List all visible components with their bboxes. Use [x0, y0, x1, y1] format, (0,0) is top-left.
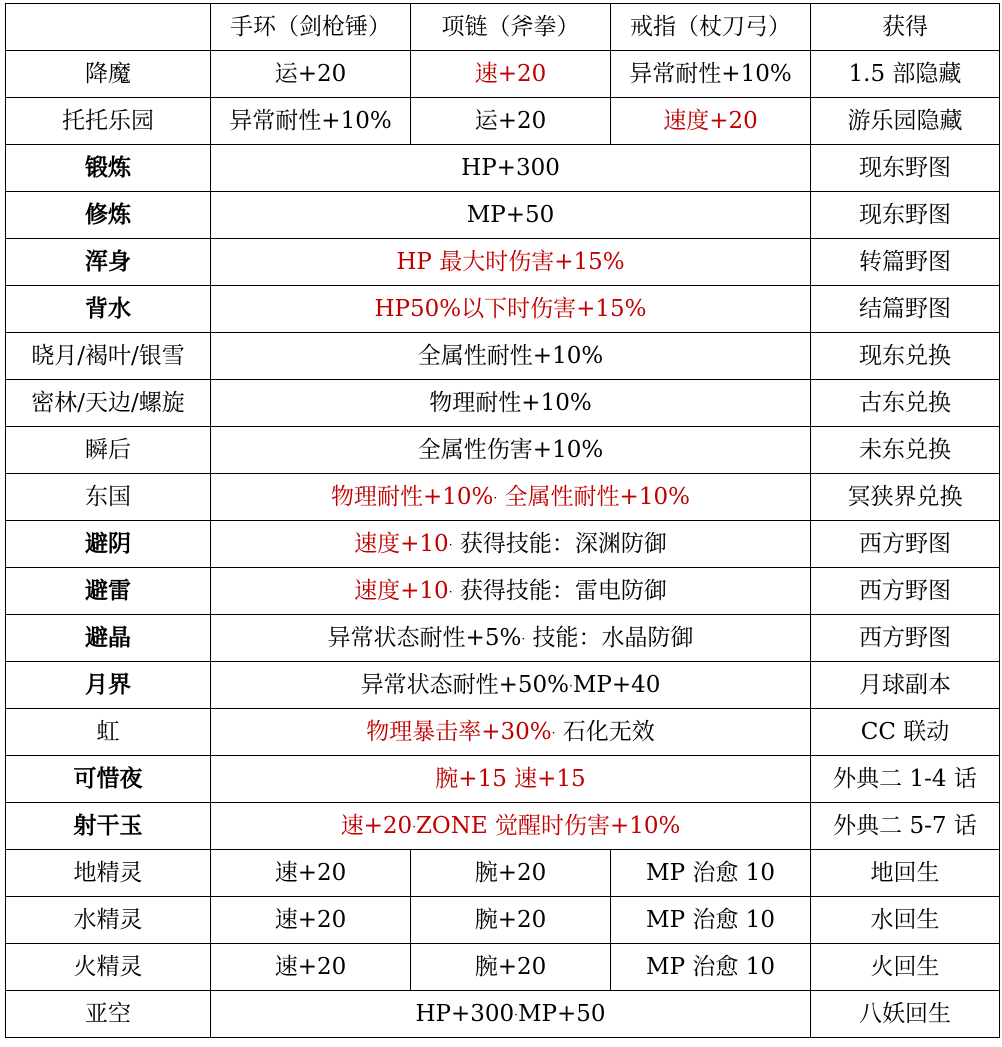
- row-source-cell: 1.5 部隐藏: [811, 51, 1000, 98]
- effect-text: 速度+10: [354, 530, 449, 557]
- header-row: [6, 4, 1000, 51]
- effect-cell-bracelet: [211, 897, 411, 944]
- row-name-cell: 避雷: [6, 568, 211, 615]
- effect-cell-merged: [211, 286, 811, 333]
- effect-cell-ring: [611, 98, 811, 145]
- effect-text: 速+20: [474, 61, 547, 87]
- effect-text: 物理耐性+10%: [331, 483, 494, 510]
- effect-cell-ring: [611, 944, 811, 991]
- table-row: [6, 521, 1000, 568]
- effect-text: MP 治愈 10: [646, 860, 775, 886]
- effect-text: 物理暴击率+30%: [366, 718, 552, 745]
- effect-cell-ring: [611, 897, 811, 944]
- row-name-cell: 托托乐园: [6, 98, 211, 145]
- row-source-cell: 现东兑换: [811, 333, 1000, 380]
- row-name-cell: 避阴: [6, 521, 211, 568]
- effect-cell-merged: [211, 521, 811, 568]
- table-row: [6, 991, 1000, 1038]
- row-source-cell: 现东野图: [811, 192, 1000, 239]
- row-source-cell: 火回生: [811, 944, 1000, 991]
- row-source-cell: 结篇野图: [811, 286, 1000, 333]
- effect-cell-merged: [211, 333, 811, 380]
- table-row: [6, 51, 1000, 98]
- row-name-cell: 月界: [6, 662, 211, 709]
- table-row: [6, 803, 1000, 850]
- row-name-cell: 锻炼: [6, 145, 211, 192]
- table-row: [6, 380, 1000, 427]
- header-cell-ring: 戒指（杖刀弓）: [611, 4, 811, 51]
- effect-text: 速+20: [274, 907, 347, 933]
- row-source-cell: 西方野图: [811, 521, 1000, 568]
- effect-text: MP 治愈 10: [646, 954, 775, 980]
- row-name-cell: 虹: [6, 709, 211, 756]
- row-name-cell: 可惜夜: [6, 756, 211, 803]
- effect-text: HP+300: [461, 155, 560, 181]
- effect-cell-merged: [211, 615, 811, 662]
- separator-dot: ·: [448, 537, 453, 552]
- effect-text: 运+20: [474, 108, 547, 134]
- separator-dot: ·: [514, 1007, 518, 1022]
- row-name-cell: 火精灵: [6, 944, 211, 991]
- effect-cell-merged: [211, 991, 811, 1038]
- row-source-cell: 月球副本: [811, 662, 1000, 709]
- effect-cell-merged: [211, 239, 811, 286]
- row-name-cell: 射干玉: [6, 803, 211, 850]
- effect-text: 腕+20: [474, 860, 547, 886]
- row-name-cell: 地精灵: [6, 850, 211, 897]
- table-row: [6, 756, 1000, 803]
- table-row: [6, 192, 1000, 239]
- effect-cell-merged: [211, 803, 811, 850]
- effect-cell-bracelet: [211, 850, 411, 897]
- accessory-table: [5, 3, 1000, 1038]
- table-row: [6, 145, 1000, 192]
- effect-text: 石化无效: [555, 718, 655, 745]
- header-cell-necklace: 项链（斧拳）: [411, 4, 611, 51]
- effect-text: 腕+15 速+15: [435, 766, 586, 792]
- row-source-cell: 游乐园隐藏: [811, 98, 1000, 145]
- table-row: [6, 897, 1000, 944]
- row-source-cell: 现东野图: [811, 145, 1000, 192]
- table-row: [6, 709, 1000, 756]
- effect-text: 物理耐性+10%: [429, 390, 592, 416]
- effect-cell-merged: [211, 427, 811, 474]
- row-source-cell: 古东兑换: [811, 380, 1000, 427]
- table-row: [6, 850, 1000, 897]
- effect-cell-merged: [211, 709, 811, 756]
- table-row: [6, 98, 1000, 145]
- effect-text: HP50%以下时伤害+15%: [374, 296, 647, 322]
- row-source-cell: 冥狭界兑换: [811, 474, 1000, 521]
- row-name-cell: 避晶: [6, 615, 211, 662]
- separator-dot: ·: [551, 725, 556, 740]
- table-row: [6, 333, 1000, 380]
- table-row: [6, 239, 1000, 286]
- effect-text: 获得技能：雷电防御: [452, 577, 667, 604]
- effect-text: MP+50: [517, 1000, 606, 1027]
- row-name-cell: 背水: [6, 286, 211, 333]
- row-source-cell: CC 联动: [811, 709, 1000, 756]
- table-row: [6, 615, 1000, 662]
- table-row: [6, 286, 1000, 333]
- table-row: [6, 662, 1000, 709]
- header-cell-bracelet: 手环（剑枪锤）: [211, 4, 411, 51]
- effect-text: 全属性耐性+10%: [417, 343, 604, 369]
- effect-text: MP+40: [572, 671, 661, 698]
- effect-text: MP+50: [466, 202, 555, 228]
- header-cell-source: 获得: [811, 4, 1000, 51]
- effect-cell-necklace: [411, 51, 611, 98]
- effect-text: 速+20: [274, 860, 347, 886]
- row-name-cell: 晓月/褐叶/银雪: [6, 333, 211, 380]
- effect-cell-merged: [211, 380, 811, 427]
- table-row: [6, 944, 1000, 991]
- effect-text: MP 治愈 10: [646, 907, 775, 933]
- separator-dot: ·: [521, 631, 526, 646]
- table-body: [6, 51, 1000, 1038]
- effect-cell-merged: [211, 568, 811, 615]
- effect-text: 异常状态耐性+50%: [360, 671, 569, 698]
- header-cell-corner: [6, 4, 211, 51]
- row-name-cell: 修炼: [6, 192, 211, 239]
- row-name-cell: 瞬后: [6, 427, 211, 474]
- row-name-cell: 东国: [6, 474, 211, 521]
- effect-text: HP+300: [415, 1000, 515, 1027]
- effect-cell-merged: [211, 756, 811, 803]
- row-source-cell: 地回生: [811, 850, 1000, 897]
- row-source-cell: 未东兑换: [811, 427, 1000, 474]
- effect-text: ZONE 觉醒时伤害+10%: [415, 812, 681, 839]
- effect-text: HP 最大时伤害+15%: [396, 249, 625, 275]
- row-name-cell: 水精灵: [6, 897, 211, 944]
- effect-cell-bracelet: [211, 51, 411, 98]
- effect-cell-necklace: [411, 850, 611, 897]
- row-name-cell: 亚空: [6, 991, 211, 1038]
- row-source-cell: 西方野图: [811, 568, 1000, 615]
- effect-cell-ring: [611, 51, 811, 98]
- effect-text: 速度+10: [354, 577, 449, 604]
- effect-text: 速+20: [340, 812, 413, 839]
- effect-text: 异常状态耐性+5%: [327, 624, 522, 651]
- effect-cell-merged: [211, 145, 811, 192]
- row-source-cell: 西方野图: [811, 615, 1000, 662]
- effect-cell-merged: [211, 474, 811, 521]
- row-source-cell: 外典二 5-7 话: [811, 803, 1000, 850]
- row-name-cell: 降魔: [6, 51, 211, 98]
- row-source-cell: 水回生: [811, 897, 1000, 944]
- effect-text: 速+20: [274, 954, 347, 980]
- effect-cell-merged: [211, 662, 811, 709]
- effect-cell-merged: [211, 192, 811, 239]
- separator-dot: ·: [569, 678, 573, 693]
- effect-cell-bracelet: [211, 944, 411, 991]
- separator-dot: ·: [412, 819, 416, 834]
- effect-text: 异常耐性+10%: [229, 108, 392, 134]
- effect-text: 全属性伤害+10%: [417, 437, 604, 463]
- effect-cell-necklace: [411, 944, 611, 991]
- separator-dot: ·: [493, 490, 498, 505]
- row-name-cell: 浑身: [6, 239, 211, 286]
- table-row: [6, 427, 1000, 474]
- effect-text: 全属性耐性+10%: [497, 483, 690, 510]
- effect-cell-necklace: [411, 897, 611, 944]
- effect-text: 异常耐性+10%: [629, 61, 792, 87]
- effect-text: 技能：水晶防御: [525, 624, 694, 651]
- row-source-cell: 转篇野图: [811, 239, 1000, 286]
- effect-cell-bracelet: [211, 98, 411, 145]
- separator-dot: ·: [448, 584, 453, 599]
- effect-text: 腕+20: [474, 954, 547, 980]
- effect-text: 速度+20: [663, 108, 758, 134]
- row-name-cell: 密林/天边/螺旋: [6, 380, 211, 427]
- table-row: [6, 568, 1000, 615]
- effect-cell-ring: [611, 850, 811, 897]
- effect-text: 运+20: [274, 61, 347, 87]
- effect-cell-necklace: [411, 98, 611, 145]
- table-row: [6, 474, 1000, 521]
- effect-text: 获得技能：深渊防御: [452, 530, 667, 557]
- row-source-cell: 八妖回生: [811, 991, 1000, 1038]
- row-source-cell: 外典二 1-4 话: [811, 756, 1000, 803]
- effect-text: 腕+20: [474, 907, 547, 933]
